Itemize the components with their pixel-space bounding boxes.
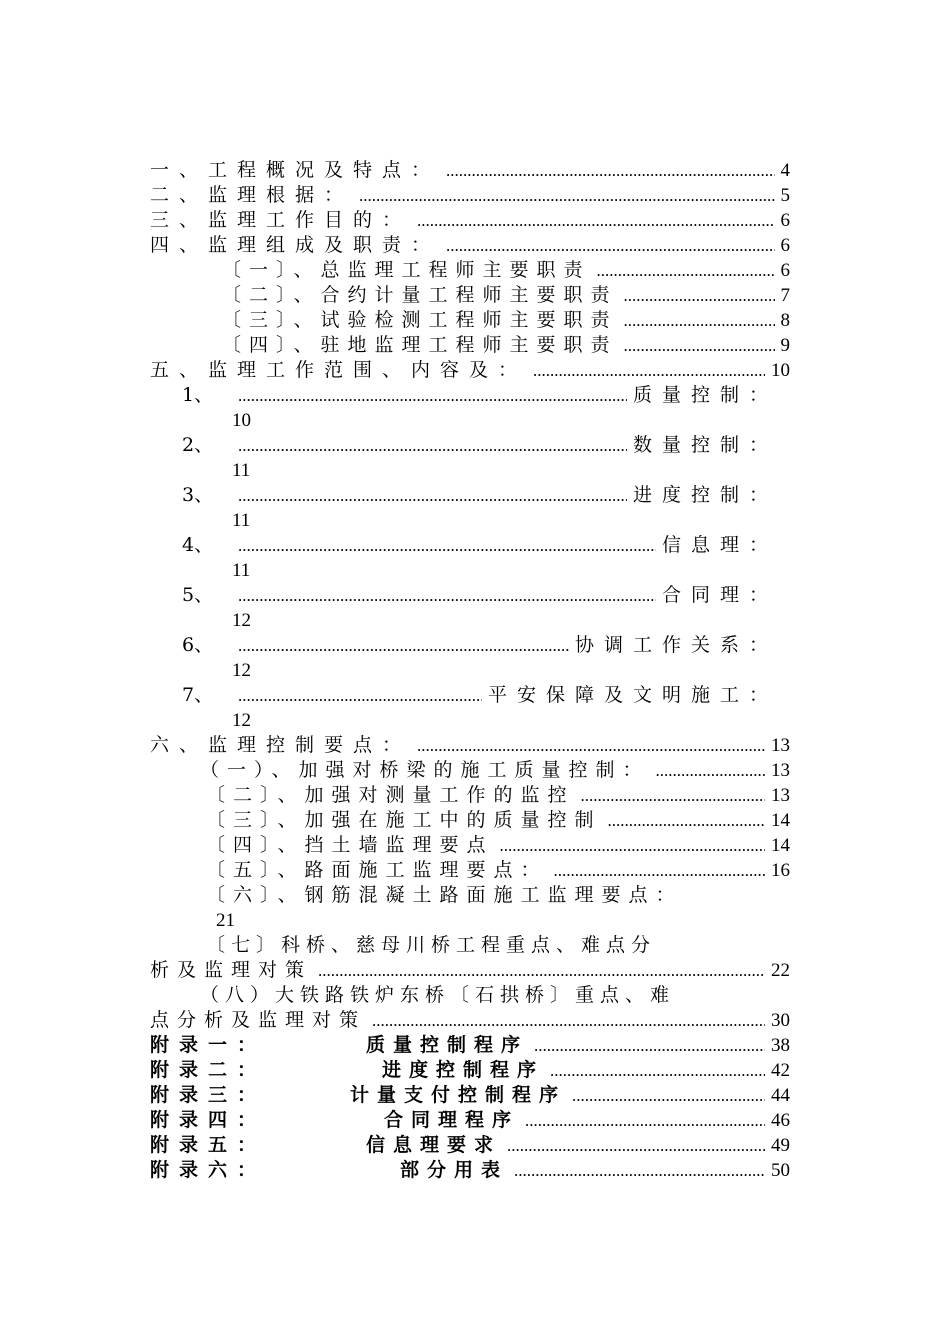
toc-entry-label: 协调工作关系： xyxy=(574,634,778,656)
appendix-entry[interactable] xyxy=(150,1058,790,1083)
leader-dots xyxy=(534,1033,765,1058)
appendix-entry[interactable] xyxy=(150,1133,790,1158)
toc-subentry[interactable] xyxy=(150,583,790,608)
toc-subentry-continuation[interactable] xyxy=(150,958,790,983)
toc-entry-label: 进度控制： xyxy=(632,484,778,506)
toc-page-number: 12 xyxy=(232,660,251,681)
toc-page-number: 46 xyxy=(771,1110,790,1131)
appendix-title: 进度控制程序 xyxy=(382,1059,545,1081)
leader-dots xyxy=(238,483,627,508)
toc-entry-label: 〔三〕、试验检测工程师主要职责 xyxy=(222,309,618,331)
toc-page-number: 11 xyxy=(232,560,251,581)
toc-item-number: 6、 xyxy=(182,634,214,656)
toc-page-number: 30 xyxy=(771,1010,790,1031)
leader-dots xyxy=(624,283,775,308)
leader-dots xyxy=(525,1108,765,1133)
toc-subentry[interactable] xyxy=(150,983,790,1008)
appendix-title: 合同理程序 xyxy=(384,1109,520,1131)
appendix-entry[interactable] xyxy=(150,1033,790,1058)
appendix-label: 附录三： xyxy=(150,1084,267,1106)
appendix-title: 信息理要求 xyxy=(366,1134,502,1156)
toc-entry-label: 〔七〕科桥、慈母川桥工程重点、难点分 xyxy=(206,934,657,956)
appendix-title: 计量支付控制程序 xyxy=(350,1084,567,1106)
leader-dots xyxy=(500,833,765,858)
toc-subentry[interactable] xyxy=(150,833,790,858)
leader-dots xyxy=(533,358,765,383)
leader-dots xyxy=(446,158,774,183)
appendix-entry[interactable] xyxy=(150,1108,790,1133)
toc-entry-label: 信息理： xyxy=(661,534,778,556)
toc-item-number: 3、 xyxy=(182,484,214,506)
toc-page-number: 12 xyxy=(232,610,251,631)
appendix-label: 附录六： xyxy=(150,1159,267,1181)
toc-entry[interactable] xyxy=(150,158,790,183)
appendix-label: 附录一： xyxy=(150,1034,267,1056)
table-of-contents xyxy=(150,158,790,1183)
toc-page-number: 38 xyxy=(771,1035,790,1056)
toc-page-number: 6 xyxy=(780,235,790,256)
toc-entry-label: 〔六〕、钢筋混凝土路面施工监理要点： xyxy=(206,884,683,906)
leader-dots xyxy=(238,633,569,658)
toc-subentry-continuation[interactable] xyxy=(150,1008,790,1033)
leader-dots xyxy=(238,683,482,708)
toc-entry-label: 五、监理工作范围、内容及： xyxy=(150,359,528,381)
leader-dots xyxy=(608,808,765,833)
toc-subentry[interactable] xyxy=(150,633,790,658)
toc-entry-label: 平安保障及文明施工： xyxy=(487,684,778,706)
toc-subentry[interactable] xyxy=(150,933,790,958)
toc-page-number: 16 xyxy=(771,860,790,881)
toc-subentry[interactable] xyxy=(150,883,790,908)
toc-entry-label: （八）大铁路铁炉东桥〔石拱桥〕重点、难 xyxy=(200,984,676,1006)
toc-entry-label: 质量控制： xyxy=(632,384,778,406)
appendix-title: 质量控制程序 xyxy=(366,1034,529,1056)
toc-entry-label: 合同理： xyxy=(661,584,778,606)
appendix-title: 部分用表 xyxy=(400,1159,509,1181)
toc-page-number: 8 xyxy=(780,310,790,331)
leader-dots xyxy=(572,1083,765,1108)
appendix-entry[interactable] xyxy=(150,1158,790,1183)
toc-entry-label: 析及监理对策 xyxy=(150,959,313,981)
leader-dots xyxy=(624,333,775,358)
toc-subentry[interactable] xyxy=(150,758,790,783)
leader-dots xyxy=(238,383,627,408)
appendix-label: 附录五： xyxy=(150,1134,267,1156)
toc-entry-label: 四、监理组成及职责： xyxy=(150,234,441,256)
toc-page-number: 50 xyxy=(771,1160,790,1181)
leader-dots xyxy=(581,783,765,808)
toc-page-number: 10 xyxy=(771,360,790,381)
toc-entry[interactable] xyxy=(150,183,790,208)
toc-entry-label: 二、监理根据： xyxy=(150,184,354,206)
toc-page-number: 6 xyxy=(780,210,790,231)
toc-subentry[interactable] xyxy=(150,283,790,308)
toc-item-number: 2、 xyxy=(182,434,214,456)
toc-page-number: 11 xyxy=(232,460,251,481)
leader-dots xyxy=(446,233,774,258)
appendix-label: 附录二： xyxy=(150,1059,267,1081)
toc-page-number: 22 xyxy=(771,960,790,981)
toc-entry-label: 〔四〕、挡土墙监理要点 xyxy=(206,834,494,856)
toc-page-number: 13 xyxy=(771,760,790,781)
toc-page-number: 6 xyxy=(780,260,790,281)
leader-dots xyxy=(554,858,765,883)
leader-dots xyxy=(417,733,765,758)
leader-dots xyxy=(507,1133,765,1158)
toc-page-number: 9 xyxy=(780,335,790,356)
leader-dots xyxy=(238,583,656,608)
toc-item-number: 4、 xyxy=(182,534,214,556)
leader-dots xyxy=(318,958,765,983)
toc-entry-label: 点分析及监理对策 xyxy=(150,1009,367,1031)
toc-item-number: 7、 xyxy=(182,684,214,706)
toc-item-number: 5、 xyxy=(182,584,214,606)
toc-subentry[interactable] xyxy=(150,433,790,458)
toc-entry-label: 数量控制： xyxy=(632,434,778,456)
toc-entry[interactable] xyxy=(150,358,790,383)
toc-entry-label: 〔二〕、加强对测量工作的监控 xyxy=(206,784,575,806)
appendix-label: 附录四： xyxy=(150,1109,267,1131)
leader-dots xyxy=(514,1158,765,1183)
toc-page-number: 10 xyxy=(232,410,251,431)
toc-entry-label: 〔二〕、合约计量工程师主要职责 xyxy=(222,284,618,306)
leader-dots xyxy=(624,308,775,333)
toc-entry-label: 三、监理工作目的： xyxy=(150,209,412,231)
leader-dots xyxy=(550,1058,765,1083)
toc-subentry[interactable] xyxy=(150,808,790,833)
toc-subentry[interactable] xyxy=(150,483,790,508)
leader-dots xyxy=(372,1008,765,1033)
toc-entry-label: （一）、加强对桥梁的施工质量控制： xyxy=(200,759,650,781)
toc-page-number: 11 xyxy=(232,510,251,531)
toc-subentry[interactable] xyxy=(150,258,790,283)
leader-dots xyxy=(417,208,774,233)
toc-entry-label: 六、监理控制要点： xyxy=(150,734,412,756)
toc-page-number: 42 xyxy=(771,1060,790,1081)
toc-entry-label: 〔五〕、路面施工监理要点： xyxy=(206,859,548,881)
toc-page-number: 21 xyxy=(216,910,235,931)
toc-page-number: 13 xyxy=(771,785,790,806)
toc-page-number: 49 xyxy=(771,1135,790,1156)
toc-page-number: 7 xyxy=(780,285,790,306)
toc-entry-label: 〔四〕、驻地监理工程师主要职责 xyxy=(222,334,618,356)
toc-subentry[interactable] xyxy=(150,683,790,708)
toc-entry[interactable] xyxy=(150,733,790,758)
toc-subentry[interactable] xyxy=(150,333,790,358)
toc-entry[interactable] xyxy=(150,233,790,258)
toc-page-number: 4 xyxy=(780,160,790,181)
toc-page-number: 44 xyxy=(771,1085,790,1106)
toc-item-number: 1、 xyxy=(182,384,214,406)
toc-subentry[interactable] xyxy=(150,383,790,408)
toc-entry-label: 一、工程概况及特点： xyxy=(150,159,441,181)
leader-dots xyxy=(597,258,775,283)
toc-entry[interactable] xyxy=(150,208,790,233)
toc-page-number: 5 xyxy=(780,185,790,206)
toc-page-number: 14 xyxy=(771,835,790,856)
toc-page-number: 12 xyxy=(232,710,251,731)
toc-subentry[interactable] xyxy=(150,858,790,883)
toc-page-number: 14 xyxy=(771,810,790,831)
toc-subentry[interactable] xyxy=(150,308,790,333)
toc-page-number: 13 xyxy=(771,735,790,756)
leader-dots xyxy=(359,183,774,208)
toc-entry-label: 〔三〕、加强在施工中的质量控制 xyxy=(206,809,602,831)
leader-dots xyxy=(238,433,627,458)
toc-entry-label: 〔一〕、总监理工程师主要职责 xyxy=(222,259,591,281)
toc-subentry[interactable] xyxy=(150,783,790,808)
toc-subentry[interactable] xyxy=(150,533,790,558)
leader-dots xyxy=(656,758,765,783)
appendix-entry[interactable] xyxy=(150,1083,790,1108)
leader-dots xyxy=(238,533,656,558)
